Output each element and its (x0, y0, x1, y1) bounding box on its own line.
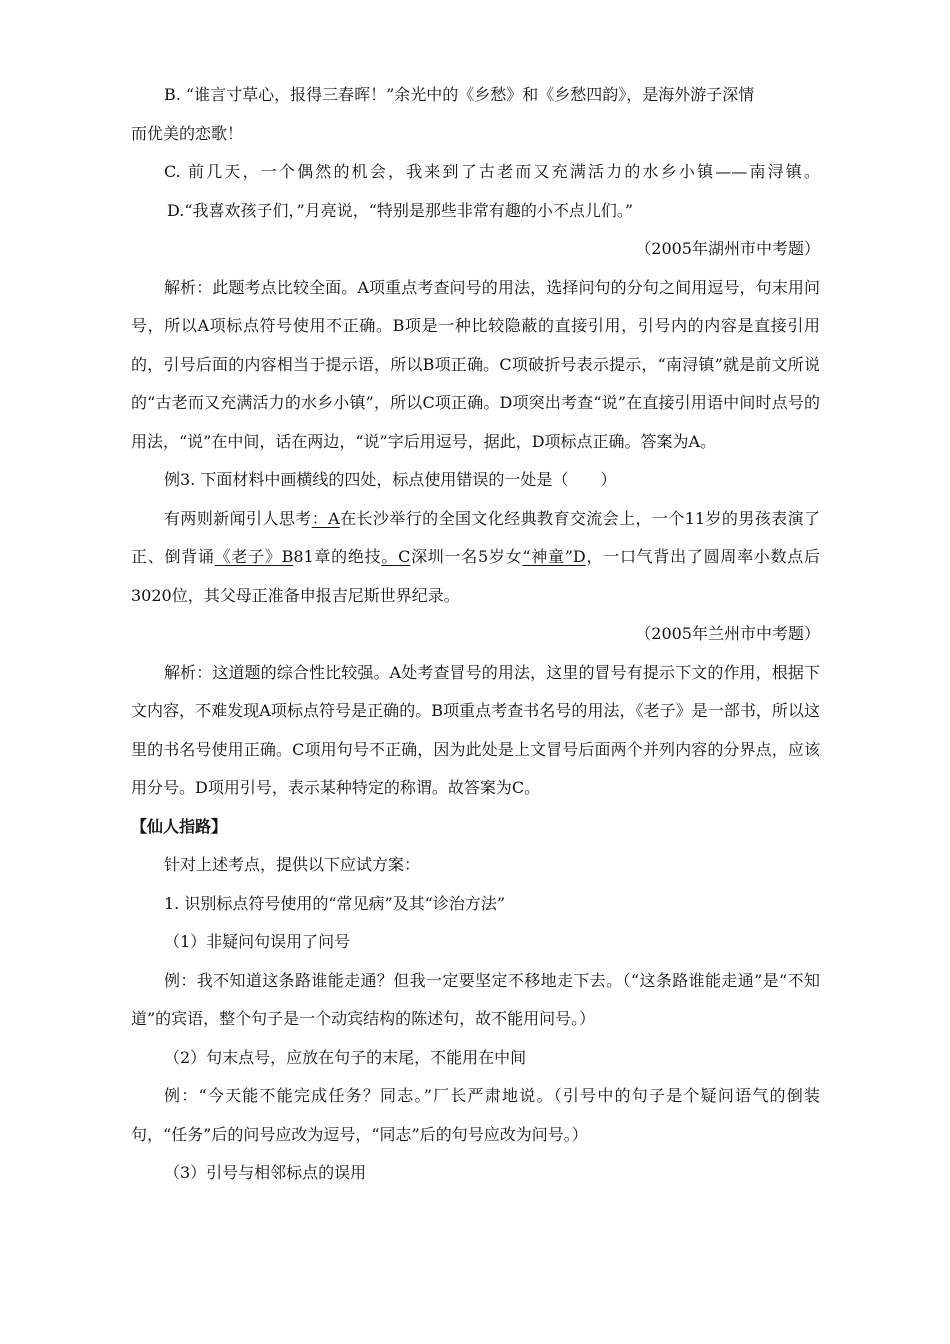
source-citation-2 (131, 615, 820, 654)
document-body (131, 76, 820, 1193)
subitem-3: （3）引号与相邻标点的误用 (164, 1163, 367, 1182)
item-1: 1. 识别标点符号使用的“常见病”及其“诊治方法” (164, 893, 506, 913)
option-b-continuation (131, 115, 820, 154)
option-c-d (131, 153, 820, 230)
subitem-2: （2）句末点号，应放在句子的末尾，不能用在中间 (164, 1047, 527, 1067)
underline-d: “神童”D (522, 547, 586, 566)
example-subitem-1: 例：我不知道这条路谁能走通？但我一定要坚定不移地走下去。（“这条路谁能走通”是“不知道”的宾语，整个句子是一个动宾结构的陈述句，故不能用问号。） (131, 970, 820, 1028)
option-d-text: “我喜欢孩子们，”月亮说，“特别是那些非常有趣的小不点儿们。” (184, 200, 634, 220)
analysis-1: 解析：此题考点比较全面。A项重点考查问号的用法，选择问句的分句之间用逗号，句末用问号，所以A项标点符号使用不正确。B项是一种比较隐蔽的直接引用，引号内的内容是直接引用的，引号后面的内容相当于提示语，所以B项正确。C项破折号表示提示，“南浔镇”就是前文所说的“古老而又充满活力的水乡小镇”，所以C项正确。D项突出考查“说”在直接引用语中间时点号的用法，“说”在中间，话在两边，“说”字后用逗号，据此，D项标点正确。答案为A。 (131, 277, 820, 451)
material-text-3: 81章的绝技 (293, 547, 382, 566)
material-text-1: 有两则新闻引人思考 (164, 508, 312, 528)
intro-text: 针对上述考点，提供以下应试方案： (164, 855, 421, 874)
material-text-5: ，一口气背出了圆周率小数点后3020位，其父母正准备申报吉尼斯世界纪录。 (131, 547, 820, 605)
option-b-line2: 而优美的恋歌！ (131, 123, 244, 143)
option-b (131, 76, 820, 115)
subitem-1: （1）非疑问句误用了问号 (164, 932, 351, 951)
source-2: （2005年兰州市中考题） (635, 624, 820, 643)
option-b-line1: B. “谁言寸草心，报得三春晖！”余光中的《乡愁》和《乡愁四韵》，是海外游子深情 (164, 85, 755, 104)
example-3-question: 例3. 下面材料中画横线的四处，标点使用错误的一处是（ ） (164, 470, 617, 489)
source-citation-1 (131, 230, 820, 269)
example-subitem-2: 例：“今天能不能完成任务？同志。”厂长严肃地说。（引号中的句子是个疑问语气的倒装句，“任务”后的问号应改为逗号，“同志”后的句号应改为问号。） (131, 1086, 820, 1144)
underline-a: ：A (311, 508, 340, 528)
material-text-2: 在长沙举行的全国文化经典教育交流会上，一个11岁的男孩表演了正、倒背诵 (131, 508, 820, 566)
source-1: （2005年湖州市中考题） (635, 239, 820, 258)
option-c: C. 前几天，一个偶然的机会，我来到了古老而又充满活力的水乡小镇——南浔镇。 (164, 162, 820, 181)
analysis-2: 解析：这道题的综合性比较强。A处考查冒号的用法，这里的冒号有提示下文的作用，根据下文内容，不难发现A项标点符号是正确的。B项重点考查书名号的用法，《老子》是一部书，所以这里的书名号使用正确。C项用句号不正确，因为此处是上文冒号后面两个并列内容的分界点，应该用分号。D项用引号，表示某种特定的称谓。故答案为C。 (131, 662, 820, 797)
underline-b: 《老子》B (214, 547, 294, 566)
example-3-material (131, 500, 820, 616)
underline-c: 。C (381, 547, 411, 566)
section-heading: 【仙人指路】 (131, 816, 228, 836)
option-d-label: D. (167, 200, 185, 220)
material-text-4: 深圳一名5岁女 (410, 547, 523, 566)
